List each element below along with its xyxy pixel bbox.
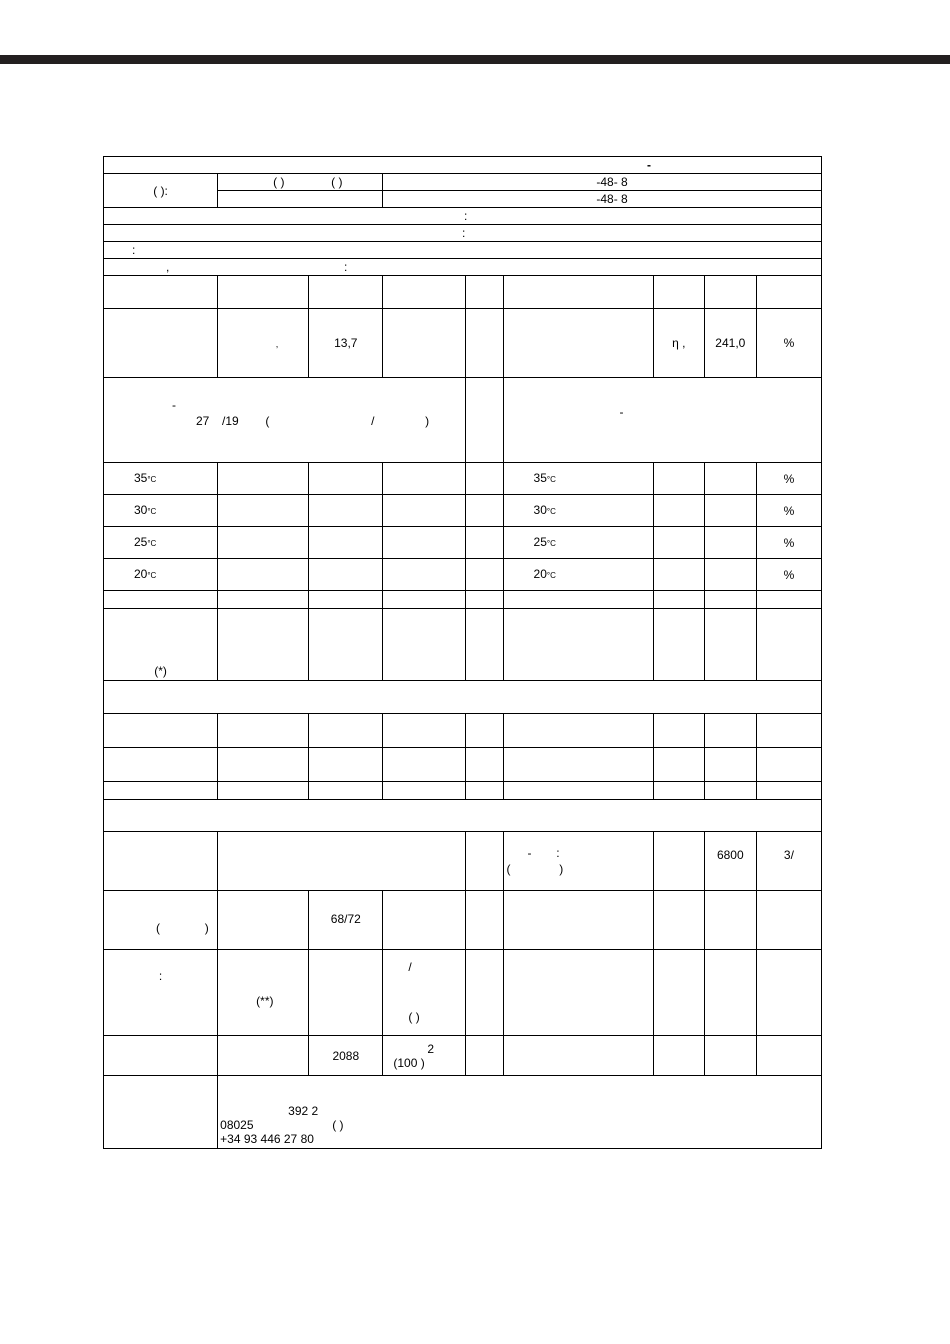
airflow-colon: : [556,846,560,860]
percent-unit: % [756,527,821,559]
airflow-unit: 3/ [756,832,821,891]
temp-label: 25 [134,534,148,549]
table-row [104,782,822,800]
product-information-table [103,156,822,1149]
percent-unit: % [756,559,821,591]
refrigerant-note: (**) [256,993,274,1008]
conditions-temp-a: 27 [196,414,210,428]
noise-paren-open: ( [156,921,160,935]
table-row [104,225,822,242]
temp-label-right: 35 [533,470,547,485]
table-row [104,208,822,225]
airflow-paren-close: ) [559,862,564,876]
airflow-value: 6800 [704,832,756,891]
table-row [104,309,822,378]
table-row [104,950,822,1036]
table-row: 20°C 20°C % [104,559,822,591]
temp-label: 35 [134,470,148,485]
percent-unit: % [756,463,821,495]
refrigerant-slash: / [408,960,412,974]
model-2: -48- 8 [596,192,628,206]
temp-label-right: 20 [533,566,547,581]
table-row [104,1076,822,1149]
unit-a: ( ) [273,175,285,189]
row-colon-1: : [464,209,468,223]
contact-postcode: 08025 [220,1118,254,1132]
gwp-value: 2088 [309,1036,383,1076]
table-row [104,259,822,276]
contact-paren: ( ) [332,1118,344,1132]
table-row [104,714,822,748]
table-row: 30°C 30°C % [104,495,822,527]
refrigerant-colon: : [158,968,163,983]
conditions-temp-b: /19 [222,414,239,428]
temp-label-right: 30 [533,502,547,517]
conditions-slash: / [371,414,375,428]
conditions-paren-open: ( [265,414,270,428]
conditions-paren-close: ) [425,414,430,428]
temp-label: 20 [134,566,148,581]
airflow-paren-open: ( [506,862,511,876]
top-rule [0,55,950,64]
title-dash: - [647,158,651,172]
contact-block [218,1076,822,1149]
noise-value: 68/72 [309,891,383,950]
contact-line-1: 392 2 [288,1104,319,1118]
eta-symbol: η , [653,309,704,378]
table-row [104,891,822,950]
percent-unit: % [756,495,821,527]
row-colon-4: : [344,260,348,274]
table-row [104,378,822,463]
table-row [104,157,822,174]
main-value: 13,7 [309,309,383,378]
conditions-right-dash: - [619,405,624,419]
temp-label-right: 25 [533,534,547,549]
conditions-left-dash: - [172,398,176,412]
unit-b: ( ) [331,175,343,189]
model-1: -48- 8 [596,175,628,189]
efficiency-unit: % [756,309,821,378]
table-row [104,748,822,782]
efficiency-value: 241,0 [704,309,756,378]
note-star: (*) [154,664,167,678]
gwp-paren: (100 ) [393,1055,425,1070]
comma-mark: , [275,338,279,349]
gwp-superscript: 2 [427,1041,435,1056]
table-row [104,832,822,891]
temp-label: 30 [134,502,148,517]
table-row [104,681,822,714]
refrigerant-paren: ( ) [408,1010,420,1024]
table-row [104,1036,822,1076]
table-row [104,591,822,609]
table-row [104,609,822,681]
airflow-dash: - [527,846,532,860]
row-colon-3: : [132,243,136,257]
row-colon-2: : [462,226,466,240]
contact-phone: +34 93 446 27 80 [220,1132,314,1146]
table-row [104,174,822,191]
table-row [104,276,822,309]
table-row: 35°C 35°C % [104,463,822,495]
table-row: 25°C 25°C % [104,527,822,559]
model-label: ( ): [104,174,218,208]
row-comma: , [166,260,170,274]
table-row [104,800,822,832]
noise-paren-close: ) [204,921,209,935]
table-row [104,242,822,259]
